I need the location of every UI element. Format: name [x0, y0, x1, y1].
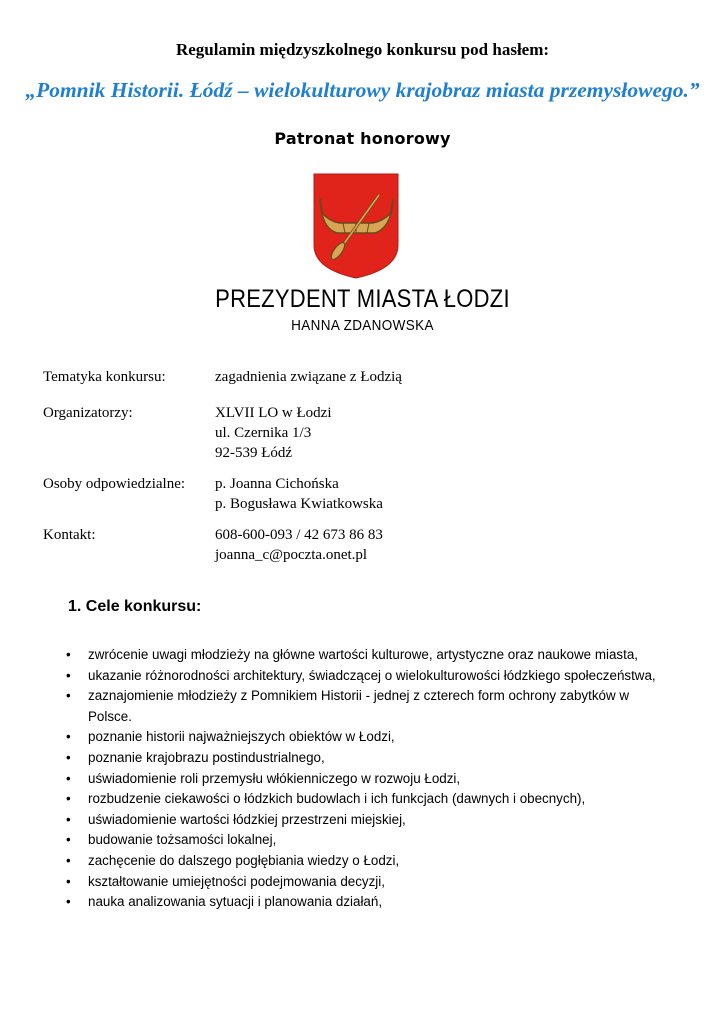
- organizer-line: XLVII LO w Łodzi: [215, 405, 332, 421]
- responsible-persons-label: Osoby odpowiedzialne:: [43, 476, 186, 492]
- list-item-text: poznanie historii najważniejszych obiektów w Łodzi,: [88, 729, 395, 745]
- list-item-text: zaznajomienie młodzieży z Pomnikiem Historii - jednej z czterech form ochrony zabytków w Polsce.: [88, 688, 630, 724]
- list-item: [66, 872, 656, 893]
- bullet-icon: •: [66, 852, 71, 868]
- organizer-line: 92-539 Łódź: [215, 445, 293, 461]
- goals-list: [66, 645, 656, 913]
- list-item: [66, 666, 656, 687]
- list-item: [66, 830, 656, 851]
- list-item: [66, 686, 656, 727]
- bullet-icon: •: [66, 749, 71, 765]
- bullet-icon: •: [66, 873, 71, 889]
- person-line: p. Joanna Cichońska: [215, 476, 339, 492]
- list-item-text: uświadomienie wartości łódzkiej przestrzeni miejskiej,: [88, 811, 406, 827]
- bullet-icon: •: [66, 770, 71, 786]
- honorary-patronage-heading: Patronat honorowy: [274, 129, 451, 148]
- contact-value: [215, 525, 383, 565]
- responsible-persons-value: [215, 474, 383, 514]
- bullet-icon: •: [66, 729, 71, 745]
- list-item: [66, 789, 656, 810]
- competition-motto: „Pomnik Historii. Łódź – wielokulturowy krajobraz miasta przemysłowego.”: [25, 78, 700, 102]
- bullet-icon: •: [66, 894, 71, 910]
- organizers-label: Organizatorzy:: [43, 405, 133, 421]
- list-item: [66, 748, 656, 769]
- bullet-icon: •: [66, 811, 71, 827]
- list-item-text: rozbudzenie ciekawości o łódzkich budowlach i ich funkcjach (dawnych i obecnych),: [88, 791, 586, 807]
- bullet-icon: •: [66, 832, 71, 848]
- bullet-icon: •: [66, 647, 71, 662]
- list-item-text: zwrócenie uwagi młodzieży na główne wartości kulturowe, artystyczne oraz naukowe miasta,: [88, 647, 639, 662]
- list-item: [66, 645, 656, 666]
- topic-label: Tematyka konkursu:: [43, 369, 166, 385]
- list-item: [66, 769, 656, 790]
- organizers-value: [215, 403, 332, 463]
- list-item: [66, 892, 656, 913]
- bullet-icon: •: [66, 667, 71, 683]
- bullet-icon: •: [66, 688, 71, 704]
- list-item-text: uświadomienie roli przemysłu włókienniczego w rozwoju Łodzi,: [88, 770, 461, 786]
- regulations-title: Regulamin międzyszkolnego konkursu pod hasłem:: [175, 40, 550, 59]
- section-goals-heading: 1. Cele konkursu:: [68, 598, 202, 615]
- patron-title: PREZYDENT MIASTA ŁODZI: [215, 285, 510, 313]
- topic-value: [215, 367, 402, 387]
- lodz-coat-of-arms-icon: [313, 173, 399, 279]
- list-item: [66, 810, 656, 831]
- bullet-icon: •: [66, 791, 71, 807]
- person-line: p. Bogusława Kwiatkowska: [215, 496, 383, 512]
- list-item-text: budowanie tożsamości lokalnej,: [88, 832, 277, 848]
- topic-line: zagadnienia związane z Łodzią: [215, 369, 402, 385]
- contact-label: Kontakt:: [43, 527, 96, 543]
- contact-phone: 608-600-093 / 42 673 86 83: [215, 527, 383, 543]
- list-item-text: nauka analizowania sytuacji i planowania działań,: [88, 894, 383, 910]
- list-item-text: poznanie krajobrazu postindustrialnego,: [88, 749, 325, 765]
- patron-name: HANNA ZDANOWSKA: [291, 317, 434, 334]
- contact-email[interactable]: joanna_c@poczta.onet.pl: [215, 547, 368, 563]
- list-item-text: ukazanie różnorodności architektury, świadczącej o wielokulturowości łódzkiego społeczeństwa,: [88, 667, 656, 683]
- list-item-text: kształtowanie umiejętności podejmowania decyzji,: [88, 873, 385, 889]
- list-item: [66, 851, 656, 872]
- list-item-text: zachęcenie do dalszego pogłębiania wiedzy o Łodzi,: [88, 852, 400, 868]
- list-item: [66, 727, 656, 748]
- organizer-line: ul. Czernika 1/3: [215, 425, 312, 441]
